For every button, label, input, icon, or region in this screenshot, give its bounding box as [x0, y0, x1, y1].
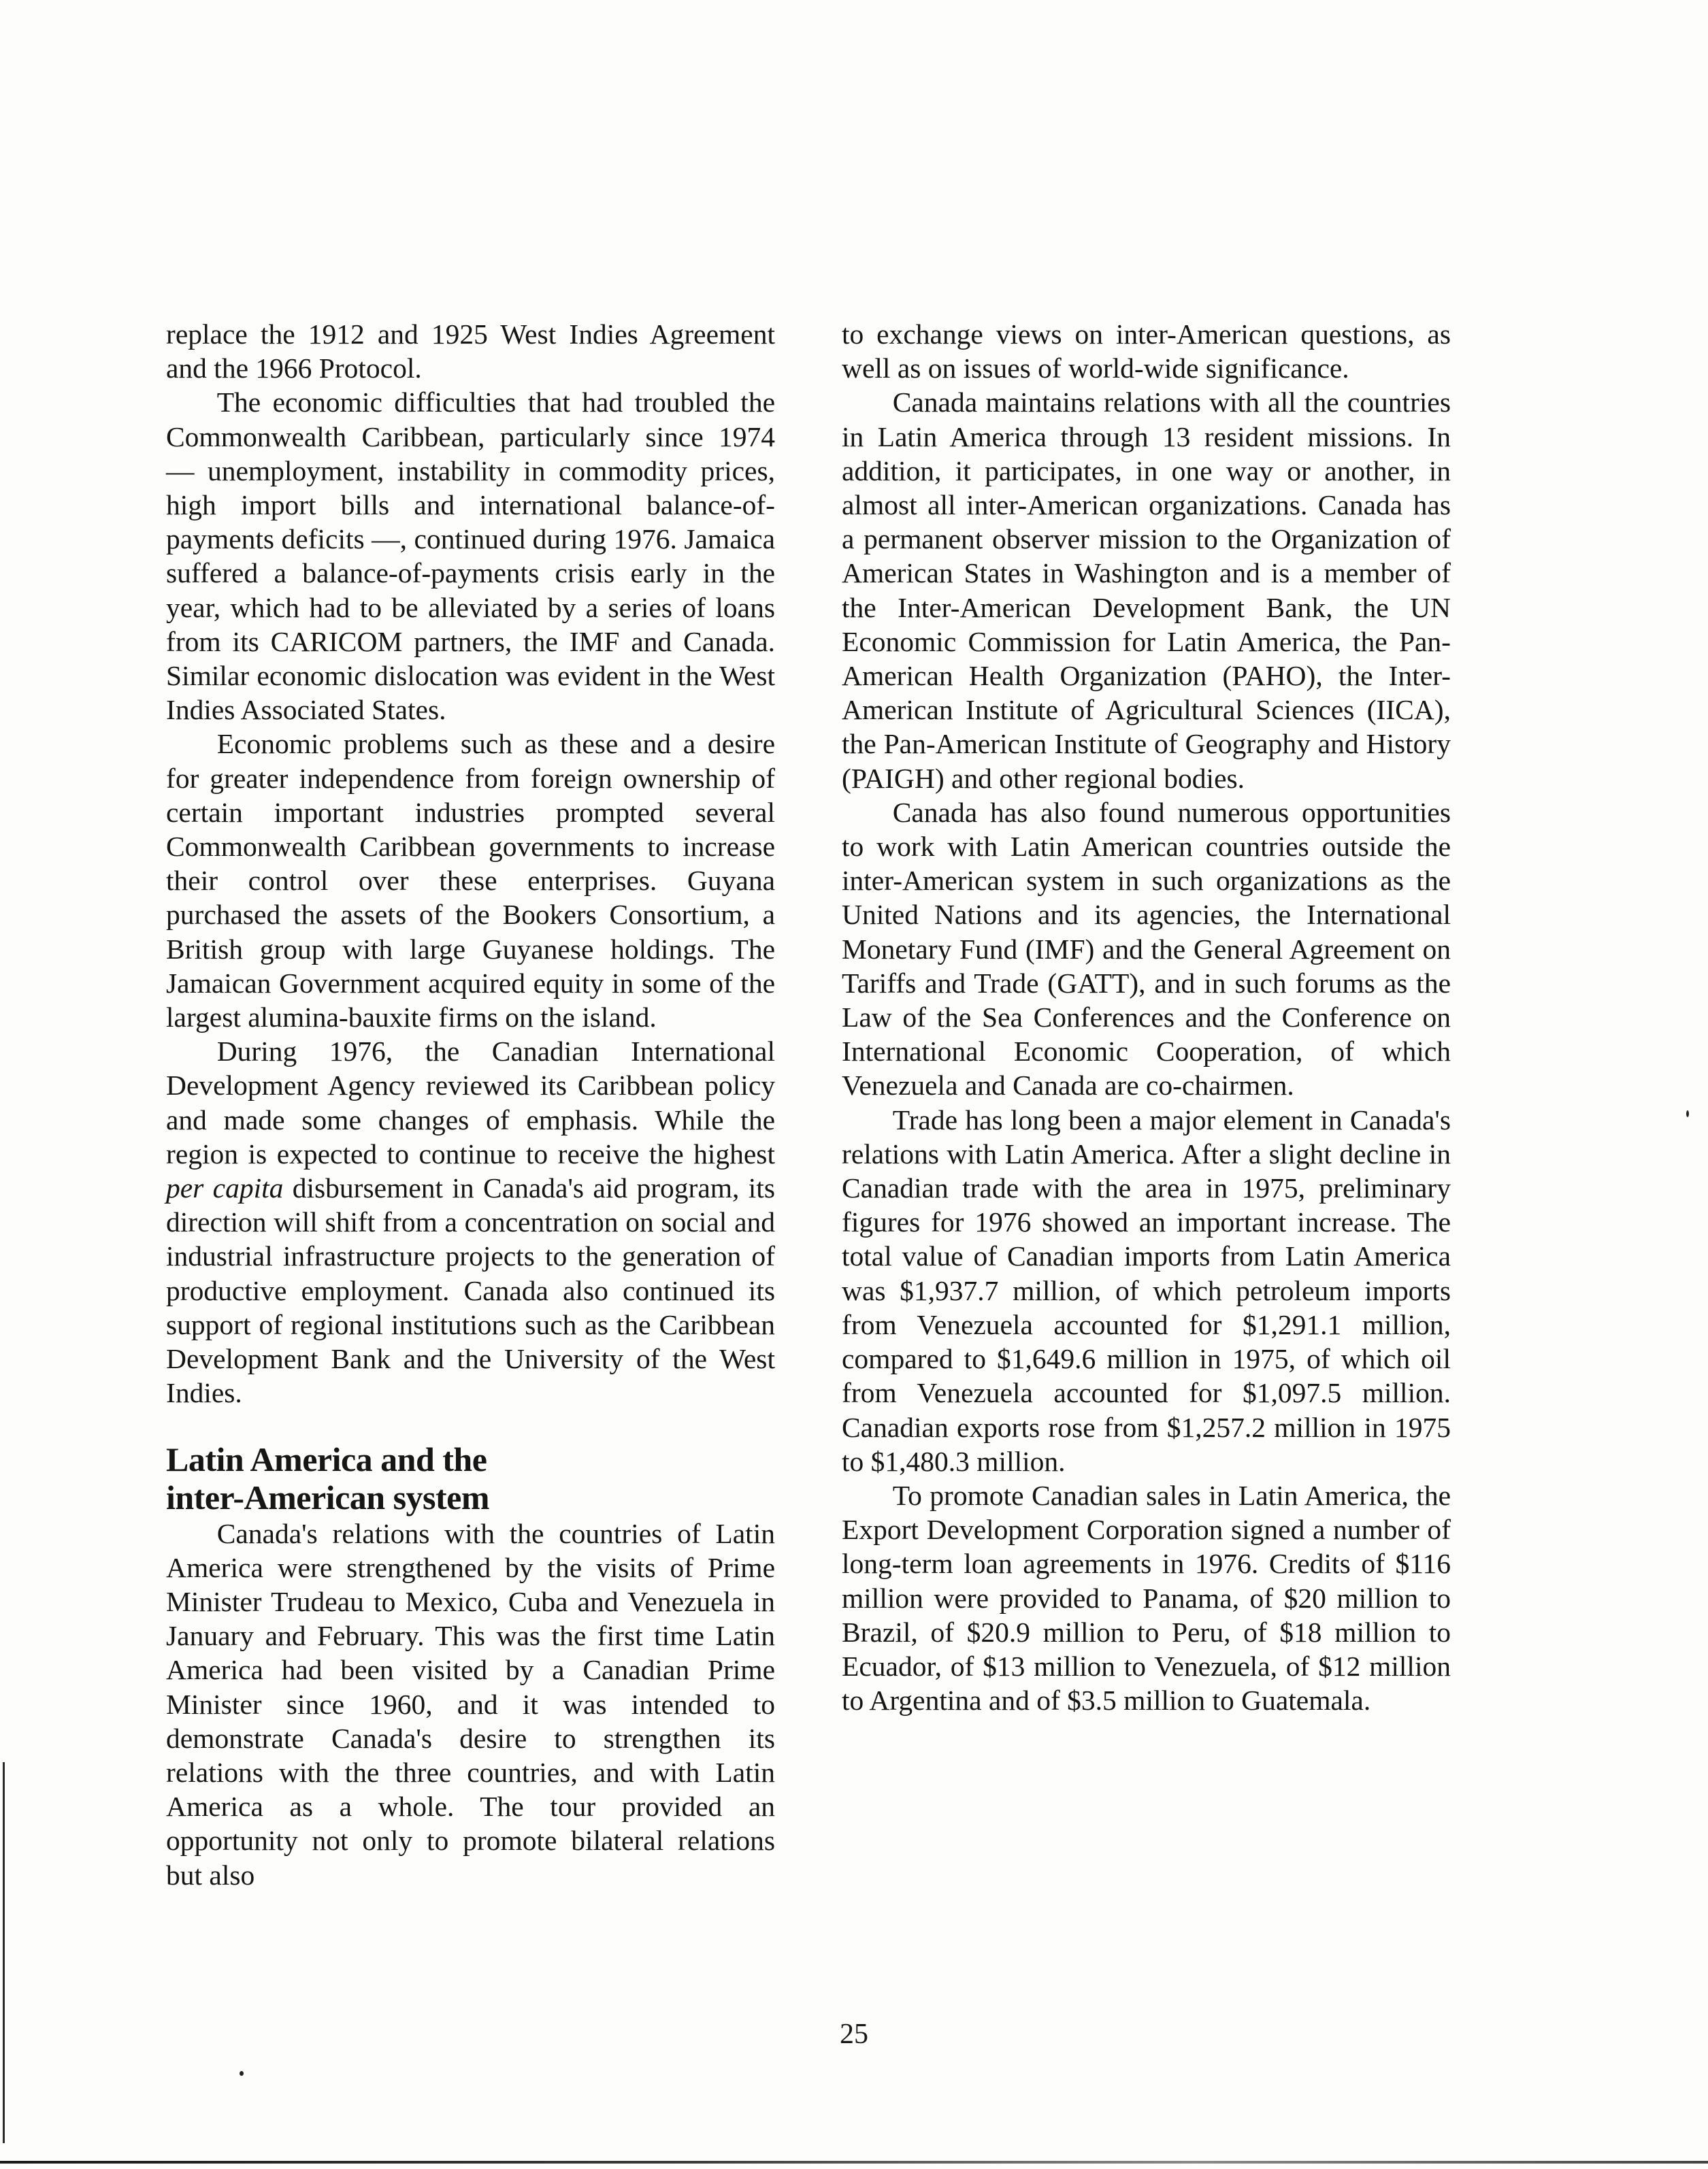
- paragraph-text: During 1976, the Canadian International Development Agency reviewed its Caribbean policy and made some changes of emphasis. While the region is expected to continue to receive the highest: [166, 1036, 775, 1170]
- left-column: [166, 317, 775, 1892]
- paragraph: Canada has also found numerous opportunities to work with Latin American countries outside the inter-American system in such organizations as the United Nations and its agencies, the International Monetary Fund (IMF) and the General Agreement on Tariffs and Trade (GATT), and in such forums as the Law of the Sea Conferences and the Conference on International Economic Cooperation, of which Venezuela and Canada are co-chairmen.: [842, 796, 1451, 1102]
- scan-edge-artifact: [3, 1762, 5, 2143]
- scan-speck: [240, 2071, 244, 2076]
- paragraph: Canada maintains relations with all the countries in Latin America through 13 resident missions. In addition, it participates, in one way or another, in almost all inter-American organizations. Canada has a permanent observer mission to the Organization of American States in Washington and is a member of the Inter-American Development Bank, the UN Economic Commission for Latin America, the Pan-American Health Organization (PAHO), the Inter-American Institute of Agricultural Sciences (IICA), the Pan-American Institute of Geography and History (PAIGH) and other regional bodies.: [842, 386, 1451, 794]
- scan-speck: [1686, 1110, 1689, 1117]
- paragraph: The economic difficulties that had troubled the Commonwealth Caribbean, particularly since 1974 — unemployment, instability in commodity prices, high import bills and international balance-of-payments deficits —, continued during 1976. Jamaica suffered a balance-of-payments crisis early in the year, which had to be alleviated by a series of loans from its CARICOM partners, the IMF and Canada. Similar economic dislocation was evident in the West Indies Associated States.: [166, 386, 775, 726]
- page-number: 25: [840, 2019, 868, 2050]
- section-heading: [166, 1440, 775, 1517]
- paragraph: Economic problems such as these and a desire for greater independence from foreign ownership of certain important industries prompted several Commonwealth Caribbean governments to increase their control over these enterprises. Guyana purchased the assets of the Bookers Consortium, a British group with large Guyanese holdings. The Jamaican Government acquired equity in some of the largest alumina-bauxite firms on the island.: [166, 728, 775, 1033]
- paragraph: Trade has long been a major element in Canada's relations with Latin America. After a slight decline in Canadian trade with the area in 1975, preliminary figures for 1976 showed an important increase. The total value of Canadian imports from Latin America was $1,937.7 million, of which petroleum imports from Venezuela accounted for $1,291.1 million, compared to $1,649.6 million in 1975, of which oil from Venezuela accounted for $1,097.5 million. Canadian exports rose from $1,257.2 million in 1975 to $1,480.3 million.: [842, 1104, 1451, 1477]
- scan-edge-artifact: [0, 2161, 1708, 2164]
- paragraph: [166, 1034, 775, 1410]
- paragraph: replace the 1912 and 1925 West Indies Agreement and the 1966 Protocol.: [166, 318, 775, 384]
- heading-line: Latin America and the: [166, 1440, 487, 1478]
- paragraph-text: disbursement in Canada's aid program, its direction will shift from a concentration on social and industrial infrastructure projects to the generation of productive employment. Canada also continued its support of regional institutions such as the Caribbean Development Bank and the University of the West Indies.: [166, 1172, 775, 1409]
- right-column: [842, 317, 1451, 1717]
- paragraph: to exchange views on inter-American questions, as well as on issues of world-wide significance.: [842, 318, 1451, 384]
- heading-line: inter-American system: [166, 1478, 489, 1517]
- paragraph: To promote Canadian sales in Latin America, the Export Development Corporation signed a number of long-term loan agreements in 1976. Credits of $116 million were provided to Panama, of $20 million to Brazil, of $20.9 million to Peru, of $18 million to Ecuador, of $13 million to Venezuela, of $12 million to Argentina and of $3.5 million to Guatemala.: [842, 1479, 1451, 1717]
- italic-phrase: per capita: [166, 1172, 284, 1204]
- paragraph: Canada's relations with the countries of Latin America were strengthened by the visits of Prime Minister Trudeau to Mexico, Cuba and Venezuela in January and February. This was the first time Latin America had been visited by a Canadian Prime Minister since 1960, and it was intended to demonstrate Canada's desire to strengthen its relations with the three countries, and with Latin America as a whole. The tour provided an opportunity not only to promote bilateral relations but also: [166, 1517, 775, 1891]
